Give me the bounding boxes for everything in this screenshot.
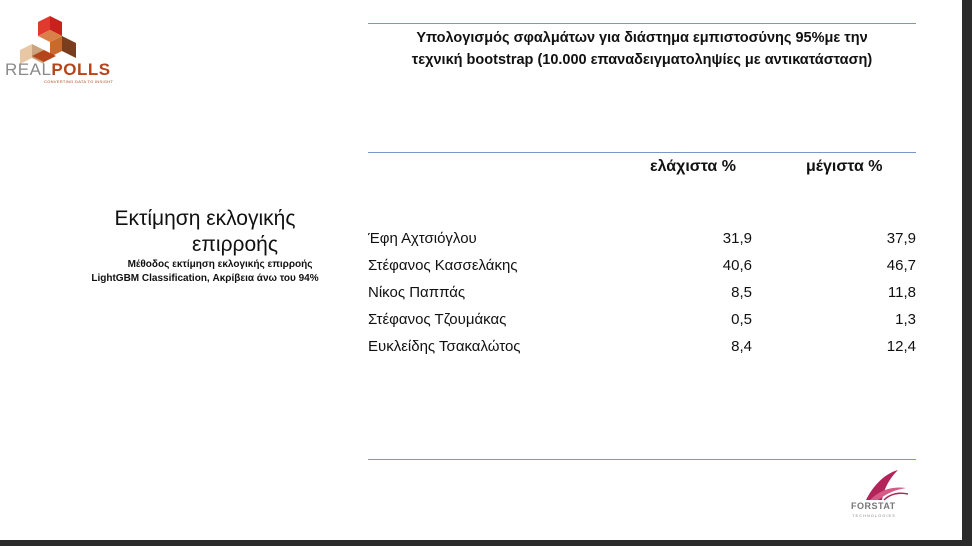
window-edge-right <box>962 0 972 546</box>
section-title-line-1: Εκτίμηση εκλογικής <box>114 207 296 230</box>
top-divider <box>368 23 916 24</box>
min-value: 31,9 <box>722 230 752 247</box>
realpolls-wordmark: REALPOLLS <box>5 60 111 79</box>
candidate-name: Νίκος Παππάς <box>368 284 466 301</box>
title-line-2: τεχνική bootstrap (10.000 επαναδειγματοληψίες με αντικατάσταση) <box>411 52 873 68</box>
min-value: 8,4 <box>731 338 752 355</box>
min-value: 0,5 <box>731 311 752 328</box>
table-row <box>368 336 916 363</box>
max-value: 12,4 <box>886 338 916 355</box>
forstat-tagline: TECHNOLOGIES <box>852 513 896 518</box>
table-row <box>368 282 916 309</box>
candidate-name: Έφη Αχτσιόγλου <box>368 230 477 247</box>
table-row <box>368 255 916 282</box>
candidate-name: Ευκλείδης Τσακαλώτος <box>368 338 521 355</box>
table-row <box>368 309 916 336</box>
forstat-wordmark: FORSTAT <box>851 501 896 511</box>
table-row <box>368 228 916 255</box>
max-value: 11,8 <box>887 284 916 301</box>
candidate-name: Στέφανος Τζουμάκας <box>368 311 507 328</box>
min-value: 40,6 <box>722 257 752 274</box>
section-title-line-2: επιρροής <box>192 233 278 256</box>
max-value: 37,9 <box>886 230 916 247</box>
candidate-name: Στέφανος Κασσελάκης <box>368 257 518 274</box>
section-subtitle-line-2: LightGBM Classification, Ακρίβεια άνω του 94% <box>91 273 319 284</box>
results-table <box>368 228 916 363</box>
table-header-divider <box>368 152 916 153</box>
title-line-1: Υπολογισμός σφαλμάτων για διάστημα εμπιστοσύνης 95%με την <box>416 30 868 46</box>
column-header-max: μέγιστα % <box>806 158 883 175</box>
max-value: 46,7 <box>886 257 916 274</box>
realpolls-tagline: CONVERTING DATA TO INSIGHT <box>44 79 114 84</box>
column-header-min: ελάχιστα % <box>650 158 736 175</box>
section-subtitle <box>70 258 340 286</box>
max-value: 1,3 <box>895 311 916 328</box>
section-subtitle-line-1: Μέθοδος εκτίμηση εκλογικής επιρροής <box>127 259 313 270</box>
min-value: 8,5 <box>731 284 752 301</box>
window-edge-bottom <box>0 540 972 546</box>
section-title <box>70 206 340 258</box>
page-title <box>368 27 916 71</box>
bottom-divider <box>368 459 916 460</box>
